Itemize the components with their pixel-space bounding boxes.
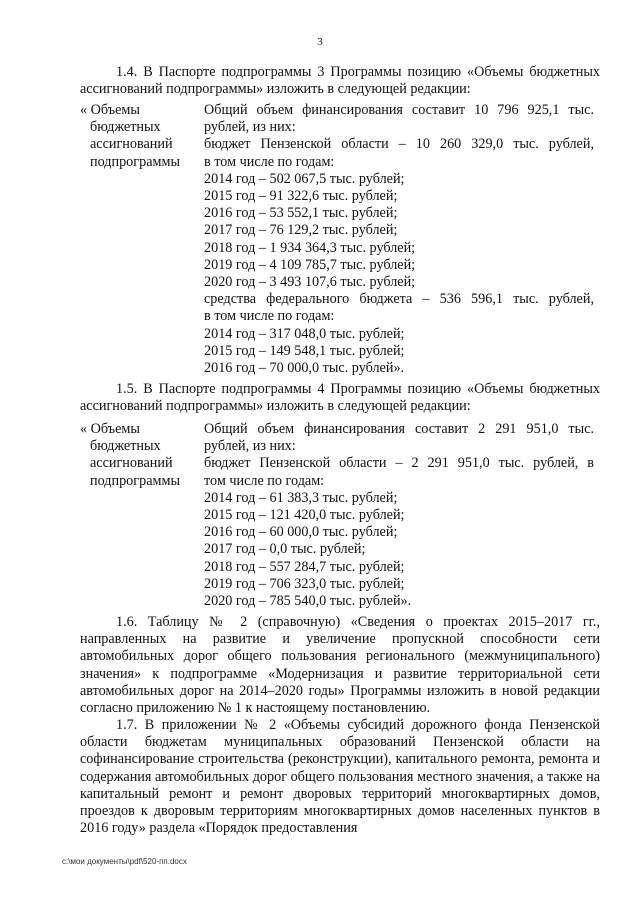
label-line: ассигнований xyxy=(90,136,173,153)
budget-block-content xyxy=(204,421,594,610)
paragraph-1-7: 1.7. В приложении № 2 «Объемы субсидий дорожного фонда Пензенской области бюджетам муниципальных образований Пензенской области на софинансирование строительства (реконструкции), капитального ремонта, ремонта и содержания автомобильных дорог общего пользования местного значения, а также на капитальный ремонт и ремонт дворовых территорий многоквартирных домов, проездов к дворовым территориям многоквартирных домов населенных пунктов в 2016 году» раздела «Порядок предоставления xyxy=(80,717,600,837)
content-line: 2020 год – 785 540,0 тыс. рублей». xyxy=(204,593,412,610)
content-line: Общий объем финансирования составит 2 291 951,0 тыс. xyxy=(204,421,594,437)
content-line: 2016 год – 60 000,0 тыс. рублей; xyxy=(204,524,398,541)
budget-block-content xyxy=(204,102,594,377)
content-line: средства федерального бюджета – 536 596,1 тыс. рублей, xyxy=(204,291,594,308)
content-line: 2018 год – 557 284,7 тыс. рублей; xyxy=(204,558,405,575)
content-line: 2016 год – 53 552,1 тыс. рублей; xyxy=(204,205,398,222)
content-line: 2016 год – 70 000,0 тыс. рублей». xyxy=(204,360,405,377)
budget-block-label xyxy=(80,421,198,490)
label-line: бюджетных xyxy=(90,119,161,136)
content-line: рублей, из них: xyxy=(204,119,296,136)
paragraph-1-5-intro: 1.5. В Паспорте подпрограммы 4 Программы позицию «Объемы бюджетных ассигнований подпрограммы» изложить в следующей редакции: xyxy=(80,381,600,415)
label-line: подпрограммы xyxy=(90,472,180,489)
content-line: в том числе по годам: xyxy=(204,308,335,325)
content-line: 2015 год – 91 322,6 тыс. рублей; xyxy=(204,188,398,205)
content-line: бюджет Пензенской области – 2 291 951,0 тыс. рублей, в xyxy=(204,455,594,472)
file-path-footer: c:\мои документы\pdf\520-пп.docx xyxy=(62,857,187,866)
paragraph-1-4-intro: 1.4. В Паспорте подпрограммы 3 Программы позицию «Объемы бюджетных ассигнований подпрограммы» изложить в следующей редакции: xyxy=(80,64,600,98)
content-line: бюджет Пензенской области – 10 260 329,0 тыс. рублей, xyxy=(204,136,594,153)
content-line: 2019 год – 706 323,0 тыс. рублей; xyxy=(204,575,405,592)
content-line: 2014 год – 317 048,0 тыс. рублей; xyxy=(204,325,405,342)
content-line: в том числе по годам: xyxy=(204,153,335,170)
label-line: ассигнований xyxy=(90,455,173,472)
label-line: бюджетных xyxy=(90,438,161,455)
label-line: « Объемы xyxy=(80,421,140,437)
label-line: « Объемы xyxy=(80,102,140,118)
content-line: рублей, из них: xyxy=(204,438,296,455)
content-line: 2014 год – 61 383,3 тыс. рублей; xyxy=(204,489,398,506)
content-line: 2015 год – 149 548,1 тыс. рублей; xyxy=(204,342,405,359)
content-line: Общий объем финансирования составит 10 796 925,1 тыс. xyxy=(204,102,594,118)
content-line: 2017 год – 76 129,2 тыс. рублей; xyxy=(204,222,398,239)
content-line: 2017 год – 0,0 тыс. рублей; xyxy=(204,541,366,558)
paragraph-1-6: 1.6. Таблицу № 2 (справочную) «Сведения о проектах 2015–2017 гг., направленных на развитие и увеличение пропускной способности сети автомобильных дорог общего пользования регионального (межмуниципального) значения» к подпрограмме «Модернизация и развитие территориальной сети автомобильных дорог на 2014–2020 годы» Программы изложить в новой редакции согласно приложению № 1 к настоящему постановлению. xyxy=(80,614,600,717)
content-line: 2020 год – 3 493 107,6 тыс. рублей; xyxy=(204,274,416,291)
content-line: 2018 год – 1 934 364,3 тыс. рублей; xyxy=(204,239,416,256)
content-line: 2015 год – 121 420,0 тыс. рублей; xyxy=(204,507,405,524)
content-line: 2014 год – 502 067,5 тыс. рублей; xyxy=(204,170,405,187)
content-line: том числе по годам: xyxy=(204,472,325,489)
content-line: 2019 год – 4 109 785,7 тыс. рублей; xyxy=(204,256,416,273)
page-number: 3 xyxy=(317,36,323,48)
budget-block-label xyxy=(80,102,198,171)
label-line: подпрограммы xyxy=(90,153,180,170)
